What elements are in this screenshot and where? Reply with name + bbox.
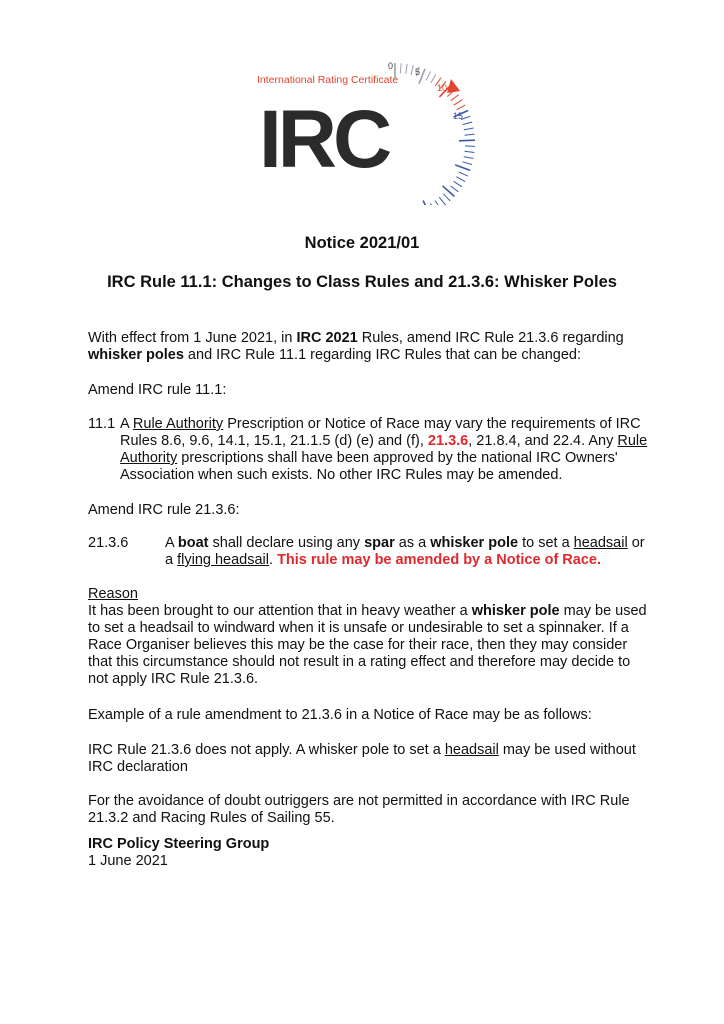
dial-tick: [457, 105, 466, 110]
rule-text: .: [269, 552, 278, 568]
logo-caption: International Rating Certificate: [257, 74, 399, 86]
dial-tick: [426, 71, 430, 80]
defined-term-whisker-pole: whisker pole: [430, 535, 519, 551]
rule-11-1-text: [120, 416, 648, 484]
dial-tick: [464, 128, 474, 130]
signature-date: 1 June 2021: [88, 853, 168, 869]
dial-label-5: 5: [415, 67, 421, 77]
defined-term-whisker-pole: whisker pole: [471, 603, 560, 619]
amend-11-1-label: Amend IRC rule 11.1:: [88, 382, 227, 398]
document-heading: IRC Rule 11.1: Changes to Class Rules and 21.3.6: Whisker Poles: [107, 273, 617, 291]
dial-tick: [454, 100, 462, 105]
dial-label-15: 15: [453, 111, 464, 121]
defined-term-rule-authority: Rule Authority: [120, 433, 648, 466]
rule-text: , 21.8.4, and 22.4. Any: [468, 433, 618, 449]
dial-tick: [459, 140, 475, 141]
dial-tick: [435, 200, 441, 205]
dial-tick: [451, 95, 459, 101]
dial-tick: [456, 177, 465, 182]
dial-label-10: 10: [437, 83, 448, 93]
defined-term-flying-headsail: flying headsail: [177, 552, 269, 568]
logo-dial-ticks: [395, 63, 475, 205]
reason-text: It has been brought to our attention that in heavy weather a: [88, 603, 472, 619]
rule-text: shall declare using any: [208, 535, 365, 551]
intro-text: Rules, amend IRC Rule 21.3.6 regarding: [357, 330, 624, 346]
intro-paragraph: [88, 330, 648, 364]
reason-heading: Reason: [88, 586, 138, 602]
rule-text: A: [165, 535, 178, 551]
dial-tick: [462, 162, 472, 165]
intro-text: With effect from 1 June 2021, in: [88, 330, 297, 346]
dial-tick: [455, 165, 470, 170]
intro-text: and IRC Rule 11.1 regarding IRC Rules that can be changed:: [183, 347, 582, 363]
rule-number: 21.3.6: [88, 535, 129, 551]
outriggers-paragraph: For the avoidance of doubt outriggers are not permitted in accordance with IRC Rule 21.3.2 and Racing Rules of Sailing 55.: [88, 793, 630, 826]
dial-tick: [431, 74, 436, 83]
defined-term-headsail: headsail: [573, 535, 628, 551]
irc-logo: [255, 55, 475, 205]
defined-term-rule-authority: Rule Authority: [132, 416, 224, 432]
dial-tick: [465, 151, 475, 152]
example-text: IRC Rule 21.3.6 does not apply. A whisker pole to set a: [88, 742, 445, 758]
highlighted-amendment-note: This rule may be amended by a Notice of Race.: [277, 552, 601, 568]
dial-label-0: 0: [388, 61, 394, 71]
reason-text: may be used to set a headsail to windward when it is unsafe or undesirable to set a spinnaker. If a Race Organiser believes this may be the case for their race, then they may consider that this circumstance should not result in a rating effect and therefore may decide to not apply IRC Rule 21.3.6.: [88, 603, 647, 687]
example-amendment: [88, 742, 648, 776]
rule-21-3-6: [88, 535, 648, 569]
signature-group: IRC Policy Steering Group: [88, 836, 270, 852]
dial-tick: [443, 194, 450, 201]
example-intro: Example of a rule amendment to 21.3.6 in a Notice of Race may be as follows:: [88, 707, 592, 723]
dial-tick: [406, 64, 408, 74]
reason-section: [88, 586, 648, 688]
defined-term-headsail: headsail: [444, 742, 499, 758]
signature-block: [88, 836, 648, 870]
rule-21-3-6-text: [165, 535, 648, 569]
dial-tick: [465, 134, 475, 135]
amend-21-3-6-label: Amend IRC rule 21.3.6:: [88, 502, 240, 518]
intro-bold-whisker-poles: whisker poles: [88, 347, 184, 363]
rule-text: prescriptions shall have been approved by the national IRC Owners' Association when such exists. No other IRC Rules may be amended.: [120, 450, 618, 483]
defined-term-spar: spar: [364, 535, 395, 551]
dial-tick: [454, 181, 462, 186]
dial-tick: [411, 65, 413, 75]
rule-number: 11.1: [88, 416, 116, 432]
example-text: may be used without IRC declaration: [88, 742, 636, 775]
rule-text: A: [120, 416, 133, 432]
notice-title: Notice 2021/01: [304, 234, 420, 252]
logo-wordmark: IRC: [259, 94, 389, 185]
highlighted-rule-ref: 21.3.6: [427, 433, 469, 449]
dial-tick: [430, 203, 435, 205]
rule-text: Prescription or Notice of Race may vary the requirements of IRC Rules 8.6, 9.6, 14.1, 15.1, 21.1.5 (d) (e) and (f),: [120, 416, 641, 449]
dial-tick: [423, 201, 430, 205]
rule-11-1: [88, 416, 648, 484]
dial-tick: [459, 172, 468, 176]
rule-text: as a: [394, 535, 431, 551]
dial-tick: [463, 122, 473, 125]
dial-tick: [439, 197, 445, 205]
defined-term-boat: boat: [177, 535, 209, 551]
dial-tick: [464, 157, 474, 159]
intro-bold-irc2021: IRC 2021: [296, 330, 358, 346]
rule-text: or a: [165, 535, 645, 568]
dial-tick: [400, 63, 401, 73]
dial-tick: [450, 186, 458, 192]
rule-text: to set a: [518, 535, 574, 551]
